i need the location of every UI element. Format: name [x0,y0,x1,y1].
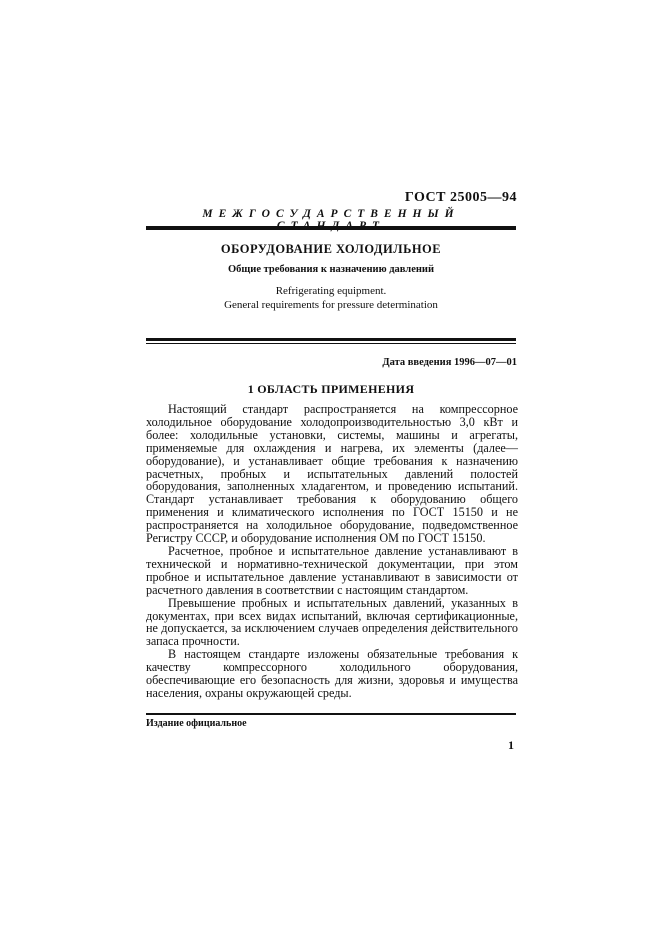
document-title: ОБОРУДОВАНИЕ ХОЛОДИЛЬНОЕ [220,242,442,256]
paragraph: Настоящий стандарт распространяется на компрессорное холодильное оборудование холодопроизводительностью 3,0 кВт и более: холодильные установки, системы, машины и агрегаты, применяемые для охлаждения и нагрева, их элементы (далее—оборудование), и устанавливает общие требования к назначению расчетных, пробных и испытательных давлений полостей оборудования, заполненных хладагентом, и проведению испытаний. Стандарт устанавливает требования к оборудованию общего применения и климатического исполнения по ГОСТ 15150 и не распространяется на холодильное оборудование, подведомственное Регистру СССР, и оборудование исполнения ОМ по ГОСТ 15150. [146,402,518,546]
footer-divider [146,713,516,715]
title-divider-thick [146,338,516,341]
english-title-line2: General requirements for pressure determination [224,299,438,311]
english-title-line1: Refrigerating equipment. [275,285,387,297]
standard-type: МЕЖГОСУДАРСТВЕННЫЙ [202,208,460,220]
paragraph: Превышение пробных и испытательных давлений, указанных в документах, при всех видах испытаний, включая сертификационные, не допускается, за исключением случаев определения действительного запаса прочности. [146,595,518,649]
header-divider [146,226,516,230]
paragraph: В настоящем стандарте изложены обязательные требования к качеству компрессорного холодильного оборудования, обеспечивающие его безопасность для жизни, здоровья и имущества населения, охраны окружающей среды. [146,647,518,700]
paragraph: Расчетное, пробное и испытательное давление устанавливают в технической и нормативно-технической документации, при этом пробное и испытательное давление устанавливают в зависимости от расчетного давления в соответствии с настоящим стандартом. [146,543,518,597]
standard-number: ГОСТ 25005—94 [404,190,517,205]
title-divider-thin [146,343,516,344]
introduction-date: Дата введения 1996—07—01 [382,357,517,368]
document-subtitle: Общие требования к назначению давлений [227,264,435,275]
page-number: 1 [508,738,514,752]
section-heading: 1 ОБЛАСТЬ ПРИМЕНЕНИЯ [247,382,415,396]
section-body [146,403,518,700]
edition-note: Издание официальное [146,718,247,729]
